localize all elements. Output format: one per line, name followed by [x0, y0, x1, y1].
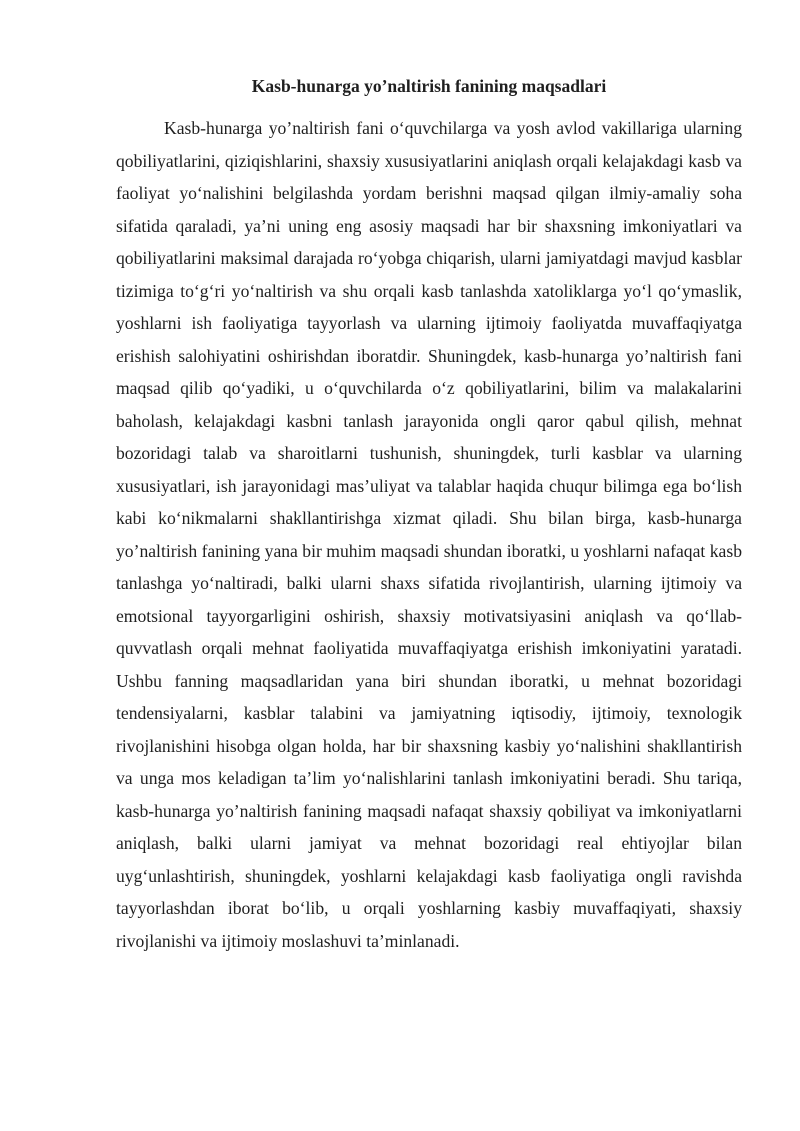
body-paragraph: Kasb-hunarga yo’naltirish fani o‘quvchilarga va yosh avlod vakillariga ularning qobiliyatlarini, qiziqishlarini, shaxsiy xususiyatlarini aniqlash orqali kelajakdagi kasb va faoliyat yo‘nalishini belgilashda yordam berishni maqsad qilgan ilmiy-amaliy soha sifatida qaraladi, ya’ni uning eng asosiy maqsadi har bir shaxsning imkoniyatlari va qobiliyatlarini maksimal darajada ro‘yobga chiqarish, ularni jamiyatdagi mavjud kasblar tizimiga to‘g‘ri yo‘naltirish va shu orqali kasb tanlashda xatoliklarga yo‘l qo‘ymaslik, yoshlarni ish faoliyatiga tayyorlash va ularning ijtimoiy faoliyatda muvaffaqiyatga erishish salohiyatini oshirishdan iboratdir. Shuningdek, kasb-hunarga yo’naltirish fani maqsad qilib qo‘yadiki, u o‘quvchilarda o‘z qobiliyatlarini, bilim va malakalarini baholash, kelajakdagi kasbni tanlash jarayonida ongli qaror qabul qilish, mehnat bozoridagi talab va sharoitlarni tushunish, shuningdek, turli kasblar va ularning xususiyatlari, ish jarayonidagi mas’uliyat va talablar haqida chuqur bilimga ega bo‘lish kabi ko‘nikmalarni shakllantirishga xizmat qiladi. Shu bilan birga, kasb-hunarga yo’naltirish fanining yana bir muhim maqsadi shundan iboratki, u yoshlarni nafaqat kasb tanlashga yo‘naltiradi, balki ularni shaxs sifatida rivojlantirish, ularning ijtimoiy va emotsional tayyorgarligini oshirish, shaxsiy motivatsiyasini aniqlash va qo‘llab-quvvatlash orqali mehnat faoliyatida muvaffaqiyatga erishish imkoniyatini yaratadi. Ushbu fanning maqsadlaridan yana biri shundan iboratki, u mehnat bozoridagi tendensiyalarni, kasblar talabini va jamiyatning iqtisodiy, ijtimoiy, texnologik rivojlanishini hisobga olgan holda, har bir shaxsning kasbiy yo‘nalishini shakllantirish va unga mos keladigan ta’lim yo‘nalishlarini tanlash imkoniyatini beradi. Shu tariqa, kasb-hunarga yo’naltirish fanining maqsadi nafaqat shaxsiy qobiliyat va imkoniyatlarni aniqlash, balki ularni jamiyat va mehnat bozoridagi real ehtiyojlar bilan uyg‘unlashtirish, shuningdek, yoshlarni kelajakdagi kasb faoliyatiga ongli ravishda tayyorlashdan iborat bo‘lib, u orqali yoshlarning kasbiy muvaffaqiyati, shaxsiy rivojlanishi va ijtimoiy moslashuvi ta’minlanadi.: [116, 118, 742, 951]
document-title: Kasb-hunarga yo’naltirish fanining maqsadlari: [251, 76, 607, 96]
